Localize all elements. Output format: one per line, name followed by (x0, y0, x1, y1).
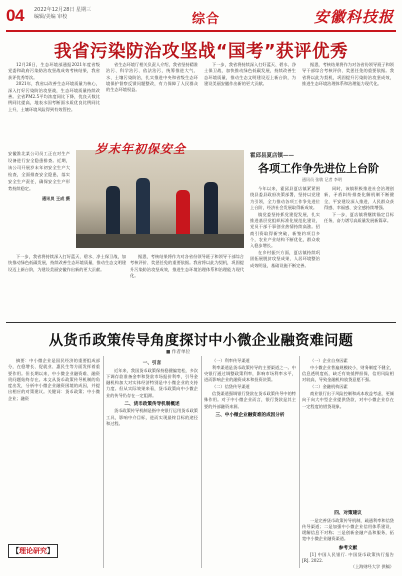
abstract-text: 摘要：中小微企业是国民经济的重要组成部分，在稳增长、促就业、惠民生等方面发挥着重要作用。但长期以来，中小微企业融资难、融资贵问题始终存在。本文从货币政策传导机制的角度出发，分析中小微企业融资困境的成因，并提出相应的对策建议。关键词：货币政策；中小微企业；融资 (8, 358, 100, 401)
issue-date: 2022年12月28日 星期三 (34, 7, 92, 13)
column-tag: 【理论研究】 (8, 544, 58, 558)
paragraph: 在乡村振兴方面，夏店镇持续巩固拓展脱贫攻坚成果，人居环境整治成效明显，基础设施不断完善。 (250, 249, 320, 268)
paragraph: 一、引言 (142, 361, 162, 366)
section-title: 综合 (192, 12, 221, 27)
paragraph: 同时，该镇积极推进社会治理创新，矛盾纠纷排查化解机制不断健全，平安建设深入推进，人民群众获得感、幸福感、安全感持续增强。 (324, 186, 394, 210)
theory-col-3 (302, 358, 394, 508)
main-article-col-2 (106, 62, 198, 138)
newspaper-masthead: 安徽科技报 (313, 8, 394, 26)
photo-caption-title: 岁末年初保安全 (95, 142, 187, 156)
paragraph: 下一步，我省将持续深入打好蓝天、碧水、净土保卫战，加快推动绿色低碳发展，持续改善生态环境质量，推动生态文明建设迈上新台阶，为建设美丽安徽作出新的更大贡献。 (8, 254, 126, 272)
theory-abstract (8, 358, 100, 540)
paragraph: [1] 中国人民银行. 中国货币政策执行报告[R]. 2022. (302, 552, 394, 564)
photo-credit: 通讯员 王成 摄 (41, 196, 70, 201)
theory-article-headline: 从货币政策传导角度探讨中小微企业融资难问题 (48, 333, 354, 349)
paragraph: 据悉，考核结果将作为对各省份领导班子和领导干部综合考核评价、奖惩任免的重要依据。我省将以此为契机，巩固提升污染防治攻坚成效，推进生态环境治理体系和治理能力现代化。 (130, 254, 244, 278)
theory-col-1 (106, 358, 198, 568)
paragraph: 镇党委坚持抓党建促发展，扎实推进基层党组织标准化规范化建设，党员干部干事创业热情持续高涨。招商引资取得新突破，新签约项目多个，农业产业结构不断优化，群众收入稳步增长。 (250, 211, 320, 249)
sub-article-kicker: 霍邱县夏店镇—— (250, 153, 295, 159)
paragraph: 信贷渠道强调银行贷款在货币政策传导中的特殊作用。对于中小微企业而言，银行贷款是其主要的外部融资来源。 (204, 390, 296, 409)
paragraph: 今年以来，霍邱县夏店镇紧紧围绕县委县政府决策部署，坚持以党建为引领，全力推动各项工作争先进位上台阶，经济社会发展取得新成效。 (250, 186, 320, 210)
main-article-col-3 (204, 62, 296, 138)
paragraph: 一是完善货币政策传导机制，疏通利率和信贷传导渠道；二是加强中小微企业信用体系建设，缓解信息不对称；三是创新金融产品和服务，拓宽中小微企业融资渠道。 (302, 517, 394, 542)
column-rule (299, 356, 300, 568)
page-number: 04 (6, 6, 24, 25)
editor-line: 编辑/美编 审校 (34, 14, 68, 20)
main-headline: 我省污染防治攻坚战“国考”获评优秀 (53, 42, 348, 62)
paragraph: 近年来，我国货币政策保持稳健偏宽松，多次下调存款准备金率和贷款市场报价利率，引导金融机构加大对实体经济特别是中小微企业的支持力度。但从实际效果来看，货币政策向中小微企业的传导仍存在一定阻滞。 (106, 367, 198, 398)
paragraph: 省生态环境厅相关负责人介绍，我省坚持精准治污、科学治污、依法治污，统筹推进大气、水、土壤污染防治，扎实推进中央和省级生态环境保护督察反馈问题整改，有力保障了人民群众的生态环境权益。 (106, 62, 198, 93)
sub-article-col-1 (250, 186, 320, 318)
sub-article-col-2 (324, 186, 394, 318)
news-photo (76, 150, 244, 248)
paragraph: 中小微企业普遍规模较小，财务制度不健全，信息透明度低，缺乏有效抵押担保，信用风险相对较高，导致金融机构放贷意愿不强。 (302, 364, 394, 383)
paragraph: 货币政策传导机制是指中央银行运用货币政策工具，影响中介目标，进而实现最终目标的途径和过程。 (106, 408, 198, 427)
main-article-col-1 (8, 62, 100, 138)
photo-side-caption-text: 安徽淮北某公司员工正在对生产设备进行安全隐患排查。近期，该公司开展岁末年初安全生产大检查，全面排查安全隐患，落实安全生产责任，确保安全生产形势持续稳定。 (8, 151, 70, 191)
theory-col-2 (204, 358, 296, 568)
sub-article-title: 各项工作争先进位上台阶 (258, 162, 379, 175)
paragraph: （一）企业自身因素 (310, 358, 348, 363)
photo-side-caption (8, 150, 70, 202)
paragraph: 二、货币政策传导机制概述 (124, 401, 180, 407)
theory-col-4 (302, 508, 394, 564)
column-tag-prefix: 理论 (19, 547, 33, 555)
paragraph: 商业银行出于风险控制和成本收益考虑，更倾向于向大中型企业提供贷款，对中小微企业存在一定程度的惜贷现象。 (302, 390, 394, 409)
paragraph: 四、对策建议 (334, 511, 362, 516)
article-source: （上海财经大学 供稿） (350, 564, 394, 569)
main-article-cont-2 (130, 254, 244, 318)
paragraph: 2021年，我省以改善生态环境质量为核心，深入打好污染防治攻坚战，生态环境质量持续改善。全省PM2.5平均浓度同比下降，优良天数比例同比提高，地表水国考断面水质优良比例同比上升，土壤环境风险得到有效管控。 (8, 81, 100, 112)
paragraph: （二）金融机构因素 (310, 384, 348, 390)
paragraph: 12月26日，生态环境部通报2021年度省级党委和政府污染防治攻坚战成效考核结果，我省获评优秀等次。 (8, 62, 100, 80)
column-rule (103, 356, 104, 568)
main-article-cont-1 (8, 254, 126, 318)
header-meta (34, 7, 91, 21)
main-article-col-4 (302, 62, 394, 138)
paragraph: （二）信贷传导渠道 (212, 384, 250, 390)
photo-ground (76, 234, 244, 248)
paragraph: 三、中小微企业融资难的成因分析 (215, 412, 285, 418)
sub-article-byline: 通讯员 张敏 记者 李明 (302, 177, 342, 182)
page-header (6, 4, 396, 32)
column-rule (201, 356, 202, 568)
paragraph: 下一步，夏店镇将继续锚定目标任务，奋力谱写高质量发展新篇章。 (324, 211, 394, 223)
theory-article-author: ■ 作者单位 (166, 350, 191, 355)
column-tag-suffix: 研究 (33, 547, 47, 555)
paragraph: 利率渠道是货币政策传导的主要渠道之一。中央银行通过调整政策利率，影响市场利率水平，进而影响企业的融资成本和投资决策。 (204, 364, 296, 383)
section-divider (6, 322, 396, 323)
paragraph: （一）利率传导渠道 (212, 358, 250, 363)
paragraph: 据悉，考核结果将作为对各省份领导班子和领导干部综合考核评价、奖惩任免的重要依据。我省将以此为契机，巩固提升污染防治攻坚成效，推进生态环境治理体系和治理能力现代化。 (302, 62, 394, 86)
paragraph: 下一步，我省将持续深入打好蓝天、碧水、净土保卫战，加快推动绿色低碳发展，持续改善生态环境质量，推动生态文明建设迈上新台阶，为建设美丽安徽作出新的更大贡献。 (204, 62, 296, 86)
paragraph: 参考文献 (338, 545, 358, 551)
